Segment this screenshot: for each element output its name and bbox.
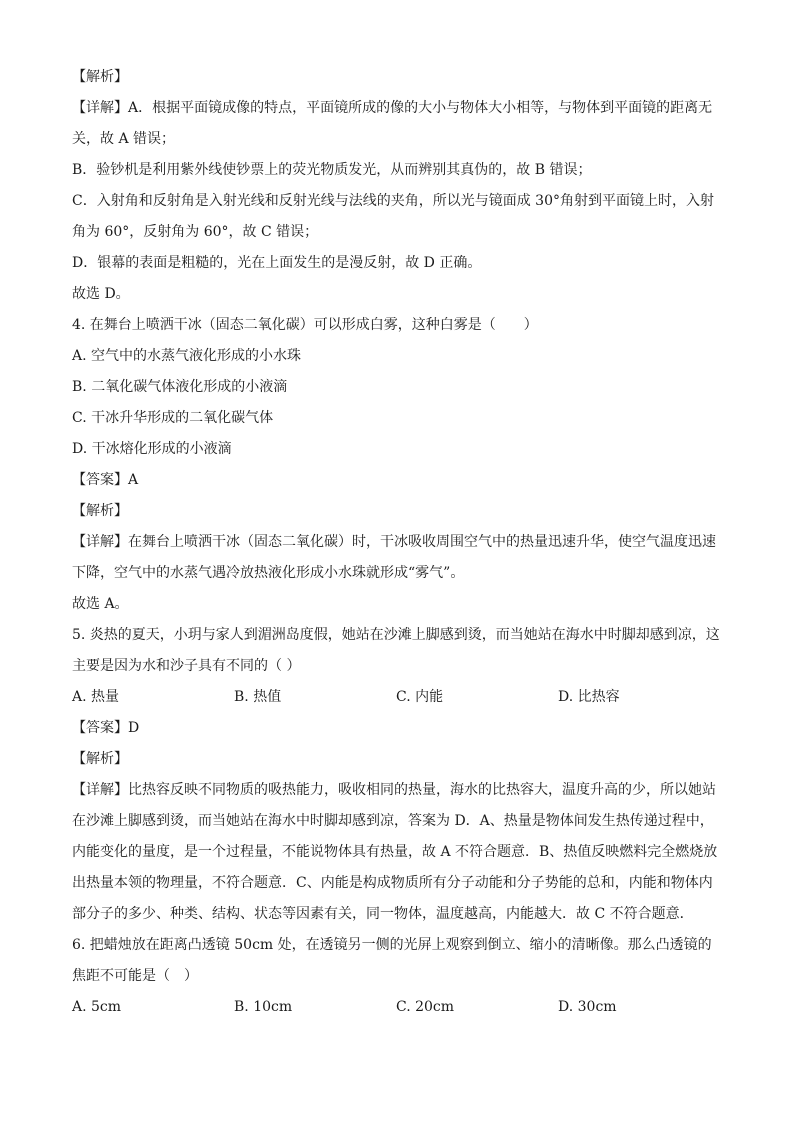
q5-option-a: A. 热量 bbox=[72, 689, 120, 705]
q3-analysis-tag: 【解析】 bbox=[72, 69, 128, 85]
q4-option-a: A. 空气中的水蒸气液化形成的小水珠 bbox=[72, 348, 302, 364]
q4-conclusion: 故选 A。 bbox=[72, 596, 129, 612]
q5-analysis-tag: 【解析】 bbox=[72, 751, 128, 767]
q3-conclusion: 故选 D。 bbox=[72, 286, 130, 302]
q5-options bbox=[72, 682, 724, 713]
q6-option-b: B. 10cm bbox=[234, 999, 293, 1015]
q5-answer: 【答案】D bbox=[72, 720, 140, 736]
q4-option-c: C. 干冰升华形成的二氧化碳气体 bbox=[72, 410, 274, 426]
q6-stem: 6. 把蜡烛放在距离凸透镜 50cm 处，在透镜另一侧的光屏上观察到倒立、缩小的清晰像。那么凸透镜的焦距不可能是（ ） bbox=[72, 937, 712, 984]
q3-detail-d: D．银幕的表面是粗糙的，光在上面发生的是漫反射，故 D 正确。 bbox=[72, 255, 482, 271]
q4-analysis-tag: 【解析】 bbox=[72, 503, 128, 519]
q6-option-d: D. 30cm bbox=[558, 999, 617, 1015]
q5-option-b: B. 热值 bbox=[234, 689, 282, 705]
q3-detail-a: 【详解】A．根据平面镜成像的特点，平面镜所成的像的大小与物体大小相等，与物体到平面镜的距离无关，故 A 错误； bbox=[72, 100, 713, 147]
q4-options bbox=[72, 341, 724, 465]
q4-option-b: B. 二氧化碳气体液化形成的小液滴 bbox=[72, 379, 288, 395]
q4-stem: 4. 在舞台上喷洒干冰（固态二氧化碳）可以形成白雾，这种白雾是（ ） bbox=[72, 317, 538, 333]
q6-option-c: C. 20cm bbox=[396, 999, 455, 1015]
q3-detail-b: B．验钞机是利用紫外线使钞票上的荧光物质发光，从而辨别其真伪的，故 B 错误； bbox=[72, 162, 592, 178]
q5-option-c: C. 内能 bbox=[396, 689, 444, 705]
q5-stem: 5. 炎热的夏天，小玥与家人到湄洲岛度假，她站在沙滩上脚感到烫，而当她站在海水中时脚却感到凉，这主要是因为水和沙子具有不同的（ ） bbox=[72, 627, 720, 674]
q4-option-d: D. 干冰熔化形成的小液滴 bbox=[72, 441, 232, 457]
q4-answer: 【答案】A bbox=[72, 472, 139, 488]
q3-detail-c: C．入射角和反射角是入射光线和反射光线与法线的夹角，所以光与镜面成 30°角射到平面镜上时，入射角为 60°，反射角为 60°，故 C 错误； bbox=[72, 193, 714, 240]
q5-detail: 【详解】比热容反映不同物质的吸热能力，吸收相同的热量，海水的比热容大，温度升高的少，所以她站在沙滩上脚感到烫，而当她站在海水中时脚却感到凉，答案为 D．A、热量是物体间发生热传递过程中，内能变化的量度，是一个过程量，不能说物体具有热量，故 A 不符合题意．B、热值反映燃料完全燃烧放出热量本领的物理量，不符合题意．C、内能是构成物质所有分子动能和分子势能的总和，内能和物体内部分子的多少、种类、结构、状态等因素有关，同一物体，温度越高，内能越大．故 C 不符合题意． bbox=[72, 782, 718, 922]
q6-options bbox=[72, 992, 724, 1023]
q6-option-a: A. 5cm bbox=[72, 999, 122, 1015]
document-page bbox=[72, 62, 724, 1023]
q5-option-d: D. 比热容 bbox=[558, 689, 620, 705]
q4-detail: 【详解】在舞台上喷洒干冰（固态二氧化碳）时，干冰吸收周围空气中的热量迅速升华，使空气温度迅速下降，空气中的水蒸气遇冷放热液化形成小水珠就形成“雾气”。 bbox=[72, 534, 716, 581]
